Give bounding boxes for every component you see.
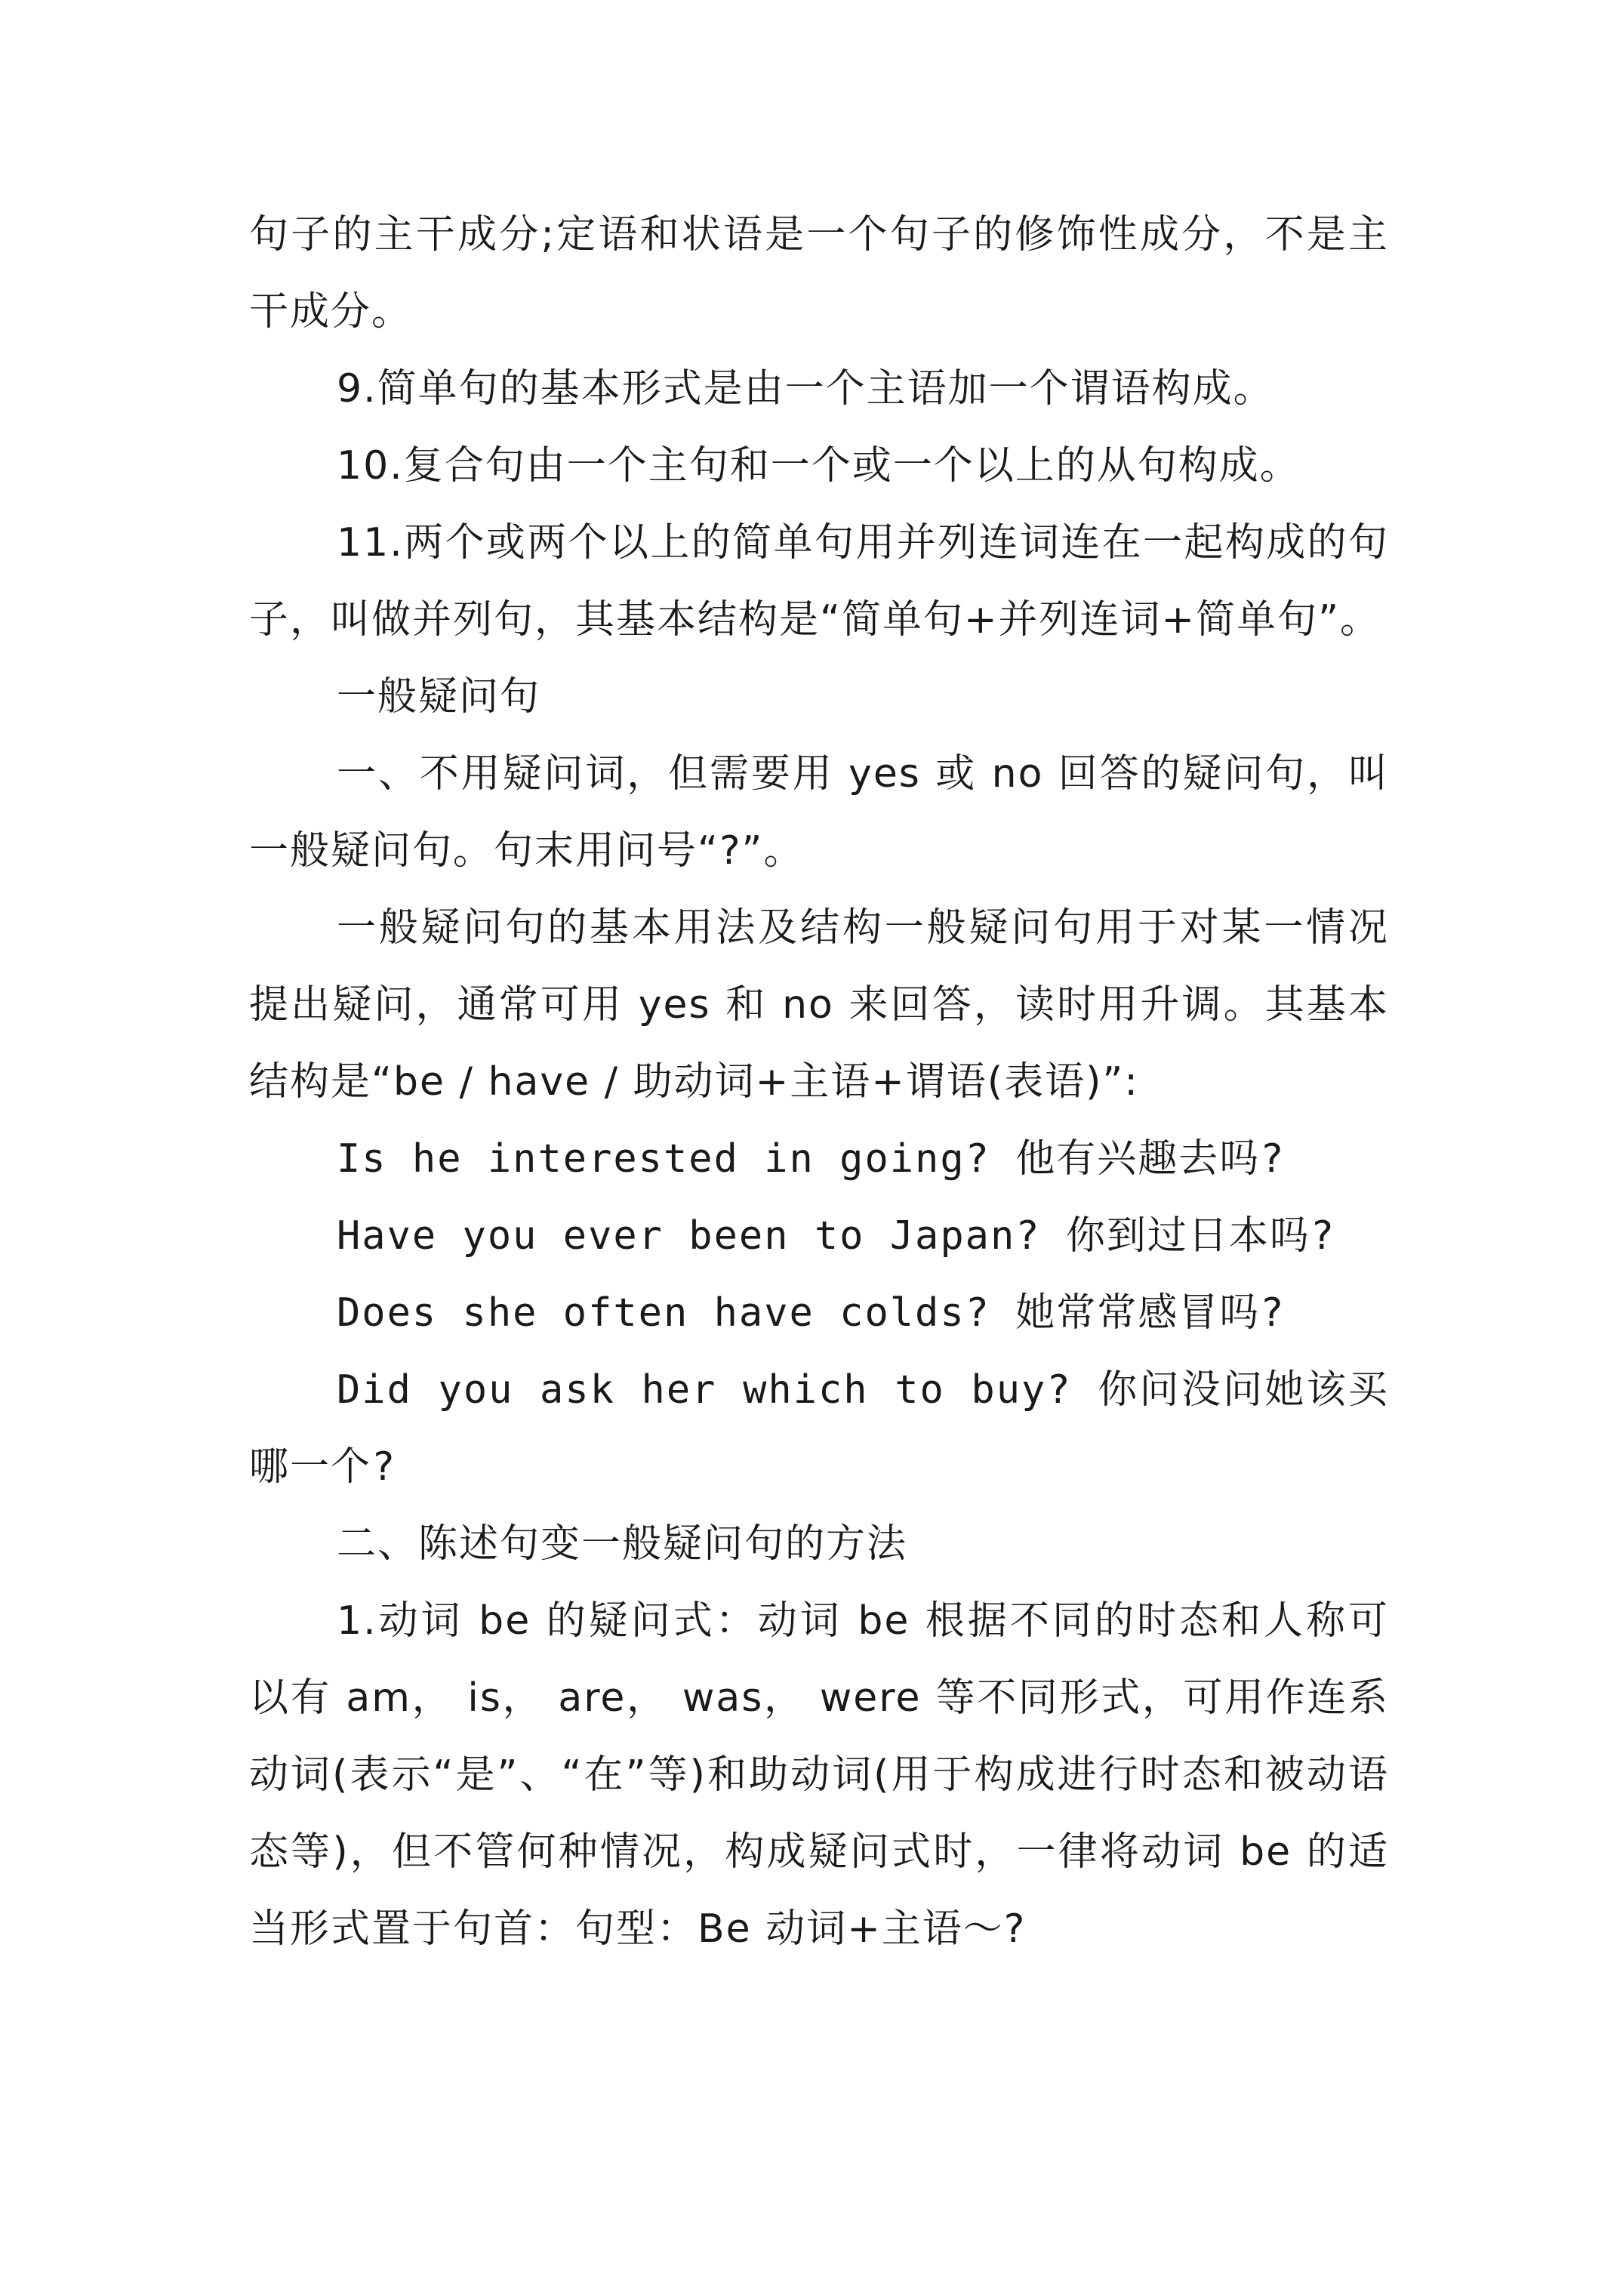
paragraph-item-9: 9.简单句的基本形式是由一个主语加一个谓语构成。 <box>337 366 1274 411</box>
example-sentence-4: Did you ask her which to buy? 你问没问她该买哪一个? <box>249 1367 1389 1490</box>
paragraph-usage-structure: 一般疑问句的基本用法及结构一般疑问句用于对某一情况提出疑问，通常可用 yes 和 no 来回答，读时用升调。其基本结构是“be / have / 助动词+主语+谓语(表语)”: <box>249 905 1389 1105</box>
example-sentence-3: Does she often have colds? 她常常感冒吗? <box>337 1290 1286 1336</box>
document-page <box>249 196 1389 1968</box>
paragraph-item-10: 10.复合句由一个主句和一个或一个以上的从句构成。 <box>337 443 1301 488</box>
paragraph-be-verb-question: 1.动词 be 的疑问式：动词 be 根据不同的时态和人称可以有 am， is， are， was， were 等不同形式，可用作连系动词(表示“是”、“在”等)和助动词(用于构成进行时态和被动语态等)，但不管何种情况，构成疑问式时，一律将动词 be 的适当形式置于句首：句型：Be 动词+主语～? <box>249 1598 1389 1952</box>
section-heading-conversion: 二、陈述句变一般疑问句的方法 <box>337 1521 908 1567</box>
paragraph-continuation: 句子的主干成分;定语和状语是一个句子的修饰性成分，不是主干成分。 <box>249 212 1389 334</box>
paragraph-definition: 一、不用疑问词，但需要用 yes 或 no 回答的疑问句，叫一般疑问句。句末用问号“?”。 <box>249 751 1389 874</box>
example-sentence-1: Is he interested in going? 他有兴趣去吗? <box>337 1136 1286 1182</box>
example-sentence-2: Have you ever been to Japan? 你到过日本吗? <box>337 1213 1336 1259</box>
section-heading-general-questions: 一般疑问句 <box>337 674 541 720</box>
paragraph-item-11: 11.两个或两个以上的简单句用并列连词连在一起构成的句子，叫做并列句，其基本结构是“简单句+并列连词+简单句”。 <box>249 520 1389 643</box>
